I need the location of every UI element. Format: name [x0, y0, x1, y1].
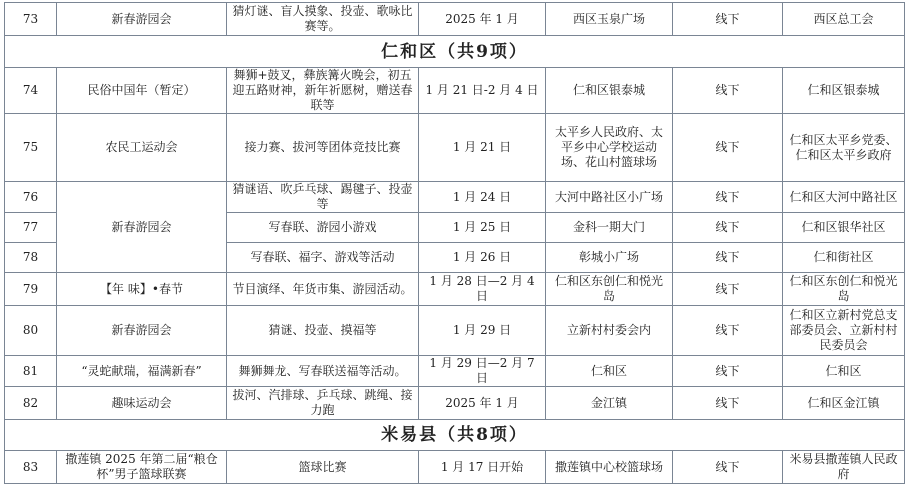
activity-organizer: 仁和区金江镇 — [783, 387, 905, 420]
activity-time: 1 月 24 日 — [419, 182, 546, 213]
activity-content: 舞狮舞龙、写春联送福等活动。 — [227, 356, 419, 387]
activity-content: 写春联、游园小游戏 — [227, 213, 419, 243]
activity-mode: 线下 — [673, 273, 783, 306]
activity-mode: 线下 — [673, 213, 783, 243]
activity-place: 西区玉泉广场 — [546, 3, 673, 36]
activity-mode: 线下 — [673, 451, 783, 484]
activity-time: 1 月 17 日开始 — [419, 451, 546, 484]
table-row — [5, 273, 905, 306]
activity-place: 金江镇 — [546, 387, 673, 420]
activity-place: 仁和区东创仁和悦光岛 — [546, 273, 673, 306]
activity-content: 猜谜语、吹乒乓球、踢毽子、投壶等 — [227, 182, 419, 213]
activity-organizer: 西区总工会 — [783, 3, 905, 36]
activity-place: 撒莲镇中心校篮球场 — [546, 451, 673, 484]
activity-name: 趣味运动会 — [57, 387, 227, 420]
row-number: 83 — [5, 451, 57, 484]
activity-name: 农民工运动会 — [57, 114, 227, 182]
activity-content: 篮球比赛 — [227, 451, 419, 484]
activity-mode: 线下 — [673, 3, 783, 36]
activity-content: 接力赛、拔河等团体竞技比赛 — [227, 114, 419, 182]
activity-place: 仁和区银泰城 — [546, 68, 673, 114]
table-row — [5, 306, 905, 356]
activity-organizer: 仁和区银泰城 — [783, 68, 905, 114]
activity-time: 2025 年 1 月 — [419, 387, 546, 420]
activity-place: 金科一期大门 — [546, 213, 673, 243]
row-number: 82 — [5, 387, 57, 420]
activity-organizer: 仁和区东创仁和悦光岛 — [783, 273, 905, 306]
section-header-row — [5, 36, 905, 68]
table-row — [5, 387, 905, 420]
activity-organizer: 仁和街社区 — [783, 243, 905, 273]
table-row — [5, 182, 905, 213]
activity-organizer: 仁和区立新村党总支部委员会、立新村村民委员会 — [783, 306, 905, 356]
activity-table — [4, 2, 905, 484]
table-row — [5, 3, 905, 36]
activity-place: 立新村村委会内 — [546, 306, 673, 356]
activity-time: 2025 年 1 月 — [419, 3, 546, 36]
activity-mode: 线下 — [673, 114, 783, 182]
row-number: 79 — [5, 273, 57, 306]
activity-place: 太平乡人民政府、太平乡中心学校运动场、花山村篮球场 — [546, 114, 673, 182]
activity-content: 舞狮+鼓叉，彝族篝火晚会，初五迎五路财神，新年祈愿树，赠送春联等 — [227, 68, 419, 114]
activity-name: 新春游园会 — [57, 306, 227, 356]
activity-name: 民俗中国年（暂定） — [57, 68, 227, 114]
activity-content: 写春联、福字、游戏等活动 — [227, 243, 419, 273]
activity-time: 1 月 29 日—2 月 7 日 — [419, 356, 546, 387]
activity-name: 新春游园会 — [57, 3, 227, 36]
activity-time: 1 月 21 日-2 月 4 日 — [419, 68, 546, 114]
activity-mode: 线下 — [673, 387, 783, 420]
activity-content: 猜灯谜、盲人摸象、投壶、歌咏比赛等。 — [227, 3, 419, 36]
row-number: 73 — [5, 3, 57, 36]
table-row — [5, 356, 905, 387]
activity-mode: 线下 — [673, 182, 783, 213]
row-number: 78 — [5, 243, 57, 273]
activity-organizer: 仁和区 — [783, 356, 905, 387]
table-row — [5, 451, 905, 484]
row-number: 77 — [5, 213, 57, 243]
activity-content: 节目演绎、年货市集、游园活动。 — [227, 273, 419, 306]
activity-time: 1 月 29 日 — [419, 306, 546, 356]
activity-content: 拔河、汽排球、乒乓球、跳绳、接力跑 — [227, 387, 419, 420]
section-title: 米易县（共8项） — [5, 420, 905, 451]
row-number: 74 — [5, 68, 57, 114]
activity-mode: 线下 — [673, 243, 783, 273]
activity-name: 撒莲镇 2025 年第二届“粮仓杯”男子篮球联赛 — [57, 451, 227, 484]
activity-mode: 线下 — [673, 68, 783, 114]
activity-place: 仁和区 — [546, 356, 673, 387]
row-number: 81 — [5, 356, 57, 387]
activity-place: 彰城小广场 — [546, 243, 673, 273]
activity-place: 大河中路社区小广场 — [546, 182, 673, 213]
activity-organizer: 仁和区太平乡党委、仁和区太平乡政府 — [783, 114, 905, 182]
activity-name: 【年 味】•春节 — [57, 273, 227, 306]
activity-time: 1 月 26 日 — [419, 243, 546, 273]
section-header-row — [5, 420, 905, 451]
activity-name: 新春游园会 — [57, 182, 227, 273]
activity-mode: 线下 — [673, 356, 783, 387]
activity-time: 1 月 28 日—2 月 4 日 — [419, 273, 546, 306]
row-number: 80 — [5, 306, 57, 356]
activity-mode: 线下 — [673, 306, 783, 356]
table-row — [5, 114, 905, 182]
activity-organizer: 米易县撒莲镇人民政府 — [783, 451, 905, 484]
activity-content: 猜谜、投壶、摸福等 — [227, 306, 419, 356]
activity-organizer: 仁和区大河中路社区 — [783, 182, 905, 213]
activity-time: 1 月 21 日 — [419, 114, 546, 182]
row-number: 75 — [5, 114, 57, 182]
activity-time: 1 月 25 日 — [419, 213, 546, 243]
row-number: 76 — [5, 182, 57, 213]
section-title: 仁和区（共9项） — [5, 36, 905, 68]
activity-organizer: 仁和区银华社区 — [783, 213, 905, 243]
table-row — [5, 68, 905, 114]
activity-name: “灵蛇献瑞，福满新春” — [57, 356, 227, 387]
